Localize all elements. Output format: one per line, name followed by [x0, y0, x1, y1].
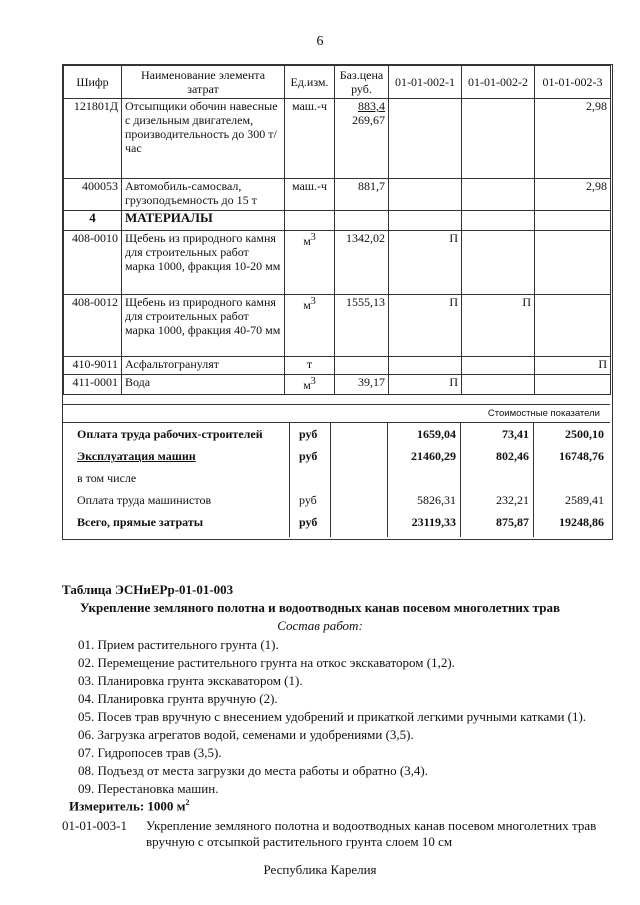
unit-base: м — [303, 378, 311, 392]
summary-value-2: 73,41 — [502, 427, 529, 441]
cell-value-1 — [389, 179, 462, 211]
summary-value-1: 1659,04 — [417, 427, 456, 441]
summary-value-1: 23119,33 — [411, 515, 456, 529]
cell-code: 400053 — [64, 179, 122, 211]
cell-value-2 — [462, 375, 535, 395]
summary-row — [63, 511, 610, 533]
summary-label: Оплата труда машинистов — [77, 493, 212, 507]
summary-value-1: 21460,29 — [411, 449, 456, 463]
cell-value-2 — [462, 357, 535, 375]
cell-value-3 — [535, 295, 611, 357]
summary-row — [63, 445, 610, 467]
table-row — [64, 231, 611, 295]
header-price: Баз.цена руб. — [335, 66, 389, 99]
table-title: Таблица ЭСНиЕРр-01-01-003 — [62, 582, 234, 597]
unit-base: м — [303, 234, 311, 248]
table-subtitle: Укрепление земляного полотна и водоотводных канав посевом многолетних трав — [80, 600, 560, 615]
cell-code: 408-0010 — [64, 231, 122, 295]
footer-region: Республика Карелия — [263, 862, 377, 877]
header-col1: 01-01-002-1 — [389, 66, 462, 99]
summary-value-1: 5826,31 — [417, 493, 456, 507]
summary-value-3: 2500,10 — [565, 427, 604, 441]
list-item: 08. Подъезд от места загрузки до места работы и обратно (3,4). — [78, 763, 428, 778]
header-col3: 01-01-002-3 — [535, 66, 611, 99]
summary-unit: руб — [299, 493, 317, 507]
unit-exponent: 3 — [310, 296, 316, 307]
cell-value-3: П — [535, 357, 611, 375]
summary-unit: руб — [299, 427, 318, 441]
header-col2: 01-01-002-2 — [462, 66, 535, 99]
cell-price: 1342,02 — [335, 231, 389, 295]
cell-value-1: П — [389, 295, 462, 357]
section-label: МАТЕРИАЛЫ — [122, 211, 285, 231]
price-underlined: 883,4 — [358, 99, 385, 113]
summary-label: Эксплуатация машин — [77, 449, 196, 463]
summary-unit: руб — [299, 515, 318, 529]
composition-heading: Состав работ: — [277, 618, 363, 633]
measurement-exponent: 2 — [185, 798, 190, 807]
section-row — [64, 211, 611, 231]
table-row — [64, 99, 611, 179]
summary-unit: руб — [299, 449, 318, 463]
cell-code: 410-9011 — [64, 357, 122, 375]
cell-value-2 — [462, 99, 535, 179]
measurement-unit — [69, 798, 190, 814]
list-item: 03. Планировка грунта экскаватором (1). — [78, 673, 303, 688]
cell-unit — [285, 231, 335, 295]
list-item: 06. Загрузка агрегатов водой, семенами и удобрениями (3,5). — [78, 727, 414, 742]
cell-value-3 — [535, 375, 611, 395]
list-item: 09. Перестановка машин. — [78, 781, 219, 796]
cell-unit: т — [285, 357, 335, 375]
cell-value-1: П — [389, 231, 462, 295]
summary-row — [63, 489, 610, 511]
item-code: 01-01-003-1 — [62, 818, 127, 833]
cell-name: Вода — [122, 375, 285, 395]
cell-name: Асфальтогранулят — [122, 357, 285, 375]
cell-empty — [535, 211, 611, 231]
cell-value-3 — [535, 231, 611, 295]
cell-unit: маш.-ч — [285, 99, 335, 179]
summary-row — [63, 423, 610, 445]
cell-name: Автомобиль-самосвал, грузоподъемность до 15 т — [122, 179, 285, 211]
cell-empty — [389, 211, 462, 231]
cell-value-2: П — [462, 295, 535, 357]
cell-value-2 — [462, 231, 535, 295]
cell-value-1 — [389, 99, 462, 179]
header-name: Наименование элемента затрат — [122, 66, 285, 99]
summary-value-3: 19248,86 — [559, 515, 604, 529]
unit-exponent: 3 — [310, 376, 316, 387]
summary-value-2: 875,87 — [496, 515, 529, 529]
cell-value-3: 2,98 — [535, 179, 611, 211]
cell-code: 411-0001 — [64, 375, 122, 395]
cell-code: 121801Д — [64, 99, 122, 179]
unit-base: м — [303, 298, 311, 312]
table-row — [64, 375, 611, 395]
table-row — [64, 179, 611, 211]
table-row — [64, 295, 611, 357]
list-item: 07. Гидропосев трав (3,5). — [78, 745, 222, 760]
cell-unit — [285, 375, 335, 395]
cell-name: Отсыпщики обочин навесные с дизельным двигателем, производительность до 300 т/час — [122, 99, 285, 179]
cell-empty — [462, 211, 535, 231]
item-description: Укрепление земляного полотна и водоотводных канав посевом многолетних трав вручную с отсыпкой растительного грунта слоем 10 см — [146, 818, 597, 849]
cell-empty — [335, 211, 389, 231]
cost-indicators-header — [63, 404, 610, 423]
cell-empty — [285, 211, 335, 231]
summary-label: в том числе — [77, 471, 137, 485]
cell-unit: маш.-ч — [285, 179, 335, 211]
cell-price: 1555,13 — [335, 295, 389, 357]
cell-unit — [285, 295, 335, 357]
header-code: Шифр — [64, 66, 122, 99]
resource-table-grid — [63, 65, 611, 395]
measurement-label: Измеритель: 1000 м — [69, 798, 186, 814]
unit-exponent: 3 — [310, 232, 316, 243]
cell-price — [335, 357, 389, 375]
work-list — [78, 636, 586, 798]
cell-name: Щебень из природного камня для строительных работ марка 1000, фракция 40-70 мм — [122, 295, 285, 357]
cost-indicators-label: Стоимостные показатели — [487, 408, 600, 419]
list-item: 05. Посев трав вручную с внесением удобрений и прикаткой легкими ручными катками (1). — [78, 709, 587, 724]
summary-value-2: 802,46 — [496, 449, 529, 463]
cell-price — [335, 99, 389, 179]
cell-price: 881,7 — [335, 179, 389, 211]
list-item: 04. Планировка грунта вручную (2). — [78, 691, 278, 706]
summary-value-2: 232,21 — [496, 493, 529, 507]
cell-value-1: П — [389, 375, 462, 395]
table-row — [64, 357, 611, 375]
summary-value-3: 2589,41 — [565, 493, 604, 507]
cell-value-2 — [462, 179, 535, 211]
page-number: 6 — [316, 34, 324, 49]
summary-label: Всего, прямые затраты — [77, 515, 204, 529]
header-unit: Ед.изм. — [285, 66, 335, 99]
list-item: 01. Прием растительного грунта (1). — [78, 637, 279, 652]
cell-price: 39,17 — [335, 375, 389, 395]
resource-table — [62, 64, 613, 540]
price-secondary: 269,67 — [352, 113, 385, 127]
cell-value-3: 2,98 — [535, 99, 611, 179]
summary-label: Оплата труда рабочих-строителей — [77, 427, 263, 441]
cell-value-1 — [389, 357, 462, 375]
cell-name: Щебень из природного камня для строительных работ марка 1000, фракция 10-20 мм — [122, 231, 285, 295]
list-item: 02. Перемещение растительного грунта на откос экскаватором (1,2). — [78, 655, 455, 670]
summary-block — [63, 422, 610, 533]
section-number: 4 — [64, 211, 122, 231]
summary-value-3: 16748,76 — [559, 449, 604, 463]
cell-code: 408-0012 — [64, 295, 122, 357]
summary-row — [63, 467, 610, 489]
